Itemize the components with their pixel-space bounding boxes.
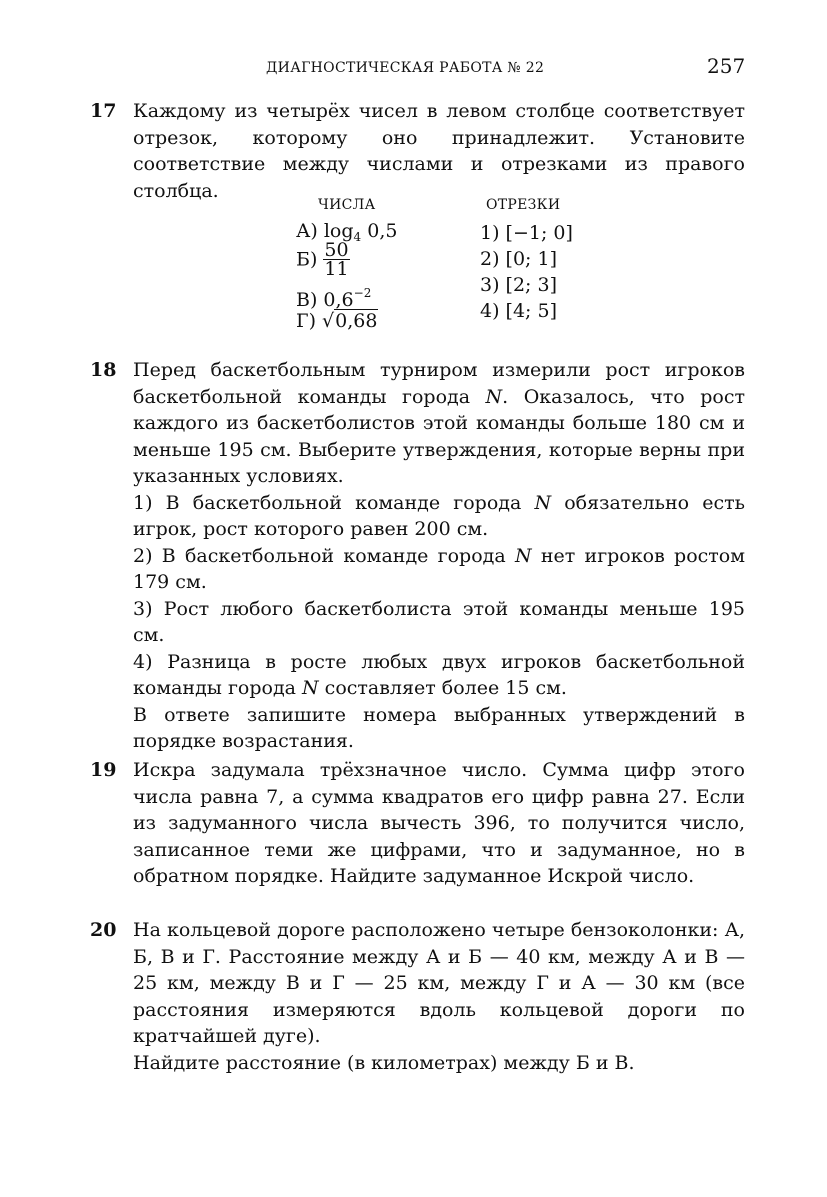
number-v: В) $0,6^{-2}$: [296, 286, 372, 311]
running-head-title: ДИАГНОСТИЧЕСКАЯ РАБОТА № 22: [266, 60, 545, 76]
page-number: 257: [707, 54, 746, 78]
statement-4: 4) Разница в росте любых двух игроков баскетбольной команды города N составляет более 15 см.: [133, 650, 745, 699]
segment-4: 4) [4; 5]: [480, 300, 557, 322]
problem-text: Искра задумала трёхзначное число. Сумма цифр этого числа равна 7, а сумма квадратов его цифр равна 27. Если из задуманного числа вычесть 396, то получится число, записанное теми же цифрами, что и задуманное, но в обратном порядке. Найдите задуманное Искрой число.: [133, 759, 745, 887]
running-head: [0, 54, 827, 84]
problem-17: [90, 98, 750, 204]
number-b: Б) $\frac{50}{11}$: [296, 239, 349, 280]
segments-column-header: ОТРЕЗКИ: [486, 197, 561, 213]
problem-text: Каждому из четырёх чисел в левом столбце соответствует отрезок, которому оно принадлежит. Установите соответствие между числами и отрезками из правого столбца.: [133, 100, 745, 202]
statement-2: 2) В баскетбольной команде города N нет игроков ростом 179 см.: [133, 544, 745, 593]
problem-intro: Перед баскетбольным турниром измерили рост игроков баскетбольной команды города N. Оказалось, что рост каждого из баскетболистов этой команды больше 180 см и меньше 195 см. Выберите утверждения, которые верны при указанных условиях.: [133, 359, 745, 487]
problem-number: 18: [90, 359, 117, 381]
problem-number: 17: [90, 100, 117, 122]
answer-instruction: В ответе запишите номера выбранных утверждений в порядке возрастания.: [133, 703, 745, 752]
segment-2: 2) [0; 1]: [480, 248, 557, 270]
matching-table: [296, 193, 616, 343]
problem-18: [90, 357, 750, 755]
numbers-column-header: ЧИСЛА: [318, 197, 376, 213]
problem-number: 19: [90, 759, 117, 781]
segment-3: 3) [2; 3]: [480, 274, 557, 296]
segment-1: 1) [−1; 0]: [480, 222, 573, 244]
number-a: А) $\log_4 0,5$: [296, 220, 398, 244]
problem-number: 20: [90, 919, 117, 941]
problem-20: [90, 917, 750, 1076]
statement-1: 1) В баскетбольной команде города N обязательно есть игрок, рост которого равен 200 см.: [133, 491, 745, 540]
problem-text: На кольцевой дороге расположено четыре бензоколонки: А, Б, В и Г. Расстояние между А и Б — 40 км, между А и В — 25 км, между В и Г — 25 км, между Г и А — 30 км (все расстояния измеряются вдоль кольцевой дороги по кратчайшей дуге).: [133, 919, 745, 1047]
fraction: $\frac{50}{11}$: [324, 239, 349, 280]
statement-3: 3) Рост любого баскетболиста этой команды меньше 195 см.: [133, 597, 745, 646]
problem-question: Найдите расстояние (в километрах) между Б и В.: [133, 1051, 635, 1074]
problem-19: [90, 757, 750, 890]
number-g: Г) √0,68: [296, 310, 378, 332]
